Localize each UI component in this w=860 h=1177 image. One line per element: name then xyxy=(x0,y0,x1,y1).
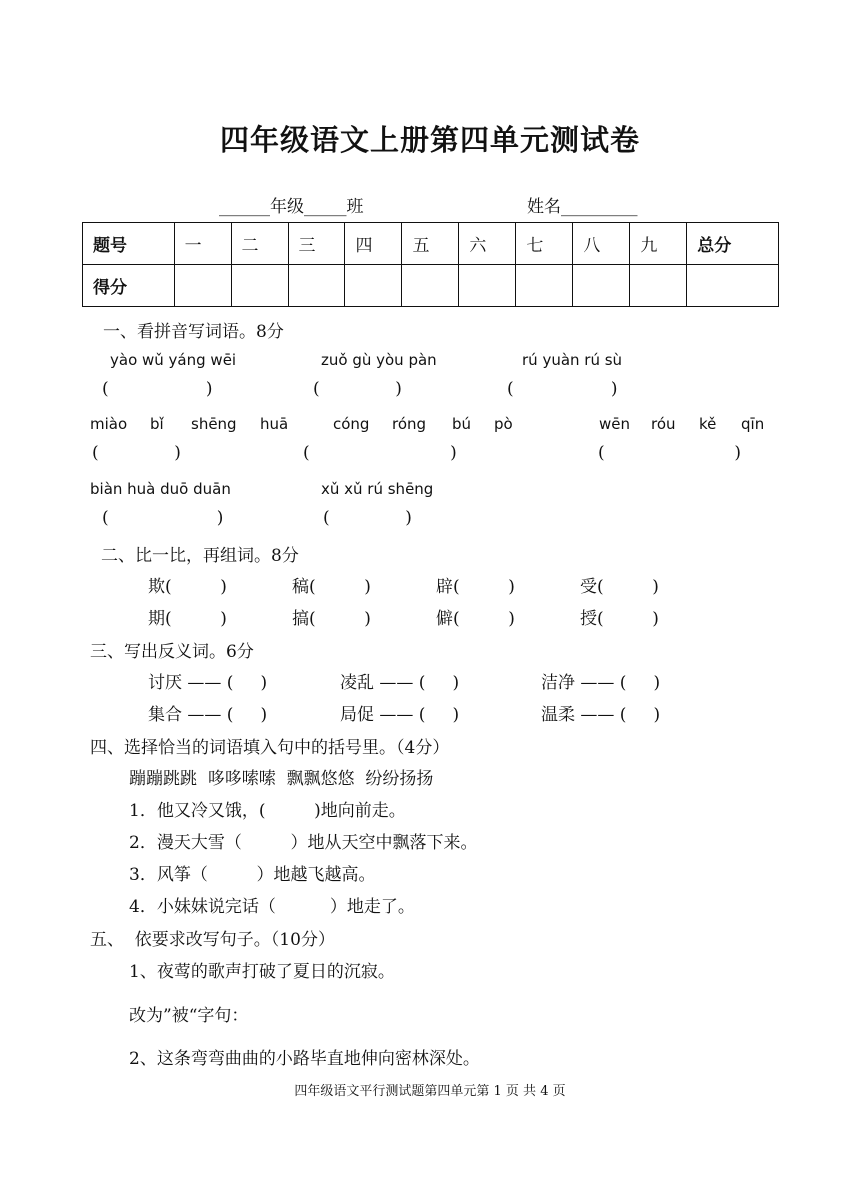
pinyin: biàn huà duō duān xyxy=(90,480,231,498)
score-blank[interactable] xyxy=(288,265,345,307)
word-pair[interactable]: 辟( ) xyxy=(436,577,515,597)
pinyin: kě xyxy=(699,415,717,433)
q5-heading: 五、 依要求改写句子。（10分） xyxy=(90,930,335,950)
score-table-header-row xyxy=(83,223,779,265)
pinyin: xǔ xǔ rú shēng xyxy=(321,480,434,498)
q3-heading: 三、写出反义词。6分 xyxy=(90,642,254,662)
score-cell: 得分 xyxy=(83,265,175,307)
score-blank[interactable] xyxy=(459,265,516,307)
score-blank[interactable] xyxy=(402,265,459,307)
pinyin: róng xyxy=(392,415,427,433)
score-cell: 六 xyxy=(459,223,516,265)
answer-bracket[interactable]: ( ) xyxy=(102,508,224,528)
answer-bracket[interactable]: ( ) xyxy=(507,379,618,399)
word-pair[interactable]: 授( ) xyxy=(580,609,659,629)
q1-heading: 一、看拼音写词语。8分 xyxy=(103,322,284,342)
score-cell: 二 xyxy=(231,223,288,265)
score-blank[interactable] xyxy=(573,265,630,307)
answer-bracket[interactable]: ( ) xyxy=(102,379,213,399)
score-cell: 题号 xyxy=(83,223,175,265)
answer-bracket[interactable]: ( ) xyxy=(92,443,181,463)
word-pair[interactable]: 搞( ) xyxy=(292,609,371,629)
pinyin: bǐ xyxy=(150,415,164,433)
word-pair[interactable]: 欺( ) xyxy=(148,577,227,597)
score-cell: 总分 xyxy=(687,223,779,265)
score-cell: 五 xyxy=(402,223,459,265)
score-blank[interactable] xyxy=(516,265,573,307)
answer-bracket[interactable]: ( ) xyxy=(323,508,412,528)
pinyin: huā xyxy=(260,415,289,433)
pinyin: róu xyxy=(651,415,676,433)
rewrite-instruction[interactable]: 改为”被“字句： xyxy=(129,1006,249,1026)
score-cell: 七 xyxy=(516,223,573,265)
score-table-score-row xyxy=(83,265,779,307)
score-cell: 八 xyxy=(573,223,630,265)
score-blank[interactable] xyxy=(687,265,779,307)
score-cell: 三 xyxy=(288,223,345,265)
word-pair[interactable]: 僻( ) xyxy=(436,609,515,629)
fill-sentence[interactable]: 2．漫天大雪（ ）地从天空中飘落下来。 xyxy=(129,833,478,853)
antonym-item[interactable]: 温柔 —— ( ) xyxy=(541,705,661,725)
pinyin: shēng xyxy=(191,415,237,433)
antonym-item[interactable]: 讨厌 —— ( ) xyxy=(148,673,268,693)
pinyin: rú yuàn rú sù xyxy=(522,351,623,369)
pinyin: yào wǔ yáng wēi xyxy=(110,351,237,369)
class-field: ______年级_____班 xyxy=(219,197,364,217)
pinyin: pò xyxy=(494,415,513,433)
word-pair[interactable]: 受( ) xyxy=(580,577,659,597)
answer-bracket[interactable]: ( ) xyxy=(313,379,402,399)
fill-sentence[interactable]: 3．风筝（ ）地越飞越高。 xyxy=(129,865,376,885)
pinyin: cóng xyxy=(333,415,370,433)
score-blank[interactable] xyxy=(630,265,687,307)
answer-bracket[interactable]: ( ) xyxy=(598,443,741,463)
q2-heading: 二、比一比，再组词。8分 xyxy=(101,546,299,566)
pinyin: bú xyxy=(452,415,472,433)
q4-heading: 四、选择恰当的词语填入句中的括号里。（4分） xyxy=(90,738,450,758)
pinyin: miào xyxy=(90,415,128,433)
page-title: 四年级语文上册第四单元测试卷 xyxy=(219,123,640,157)
pinyin: qīn xyxy=(741,415,765,433)
score-blank[interactable] xyxy=(345,265,402,307)
score-blank[interactable] xyxy=(174,265,231,307)
antonym-item[interactable]: 局促 —— ( ) xyxy=(340,705,460,725)
word-options: 蹦蹦跳跳 哆哆嗦嗦 飘飘悠悠 纷纷扬扬 xyxy=(129,769,434,789)
rewrite-sentence: 2、这条弯弯曲曲的小路毕直地伸向密林深处。 xyxy=(129,1049,480,1069)
antonym-item[interactable]: 凌乱 —— ( ) xyxy=(340,673,460,693)
fill-sentence[interactable]: 1．他又冷又饿，( )地向前走。 xyxy=(129,801,406,821)
pinyin: zuǒ gù yòu pàn xyxy=(321,351,437,369)
page-footer: 四年级语文平行测试题第四单元第 1 页 共 4 页 xyxy=(294,1084,566,1099)
rewrite-sentence: 1、夜莺的歌声打破了夏日的沉寂。 xyxy=(129,962,395,982)
score-table xyxy=(82,222,779,307)
answer-bracket[interactable]: ( ) xyxy=(303,443,457,463)
fill-sentence[interactable]: 4．小妹妹说完话（ ）地走了。 xyxy=(129,897,415,917)
score-cell: 四 xyxy=(345,223,402,265)
word-pair[interactable]: 期( ) xyxy=(148,609,227,629)
score-cell: 九 xyxy=(630,223,687,265)
score-blank[interactable] xyxy=(231,265,288,307)
antonym-item[interactable]: 集合 —— ( ) xyxy=(148,705,268,725)
name-field: 姓名_________ xyxy=(527,197,638,217)
pinyin: wēn xyxy=(599,415,631,433)
word-pair[interactable]: 稿( ) xyxy=(292,577,371,597)
score-cell: 一 xyxy=(174,223,231,265)
antonym-item[interactable]: 洁净 —— ( ) xyxy=(541,673,661,693)
